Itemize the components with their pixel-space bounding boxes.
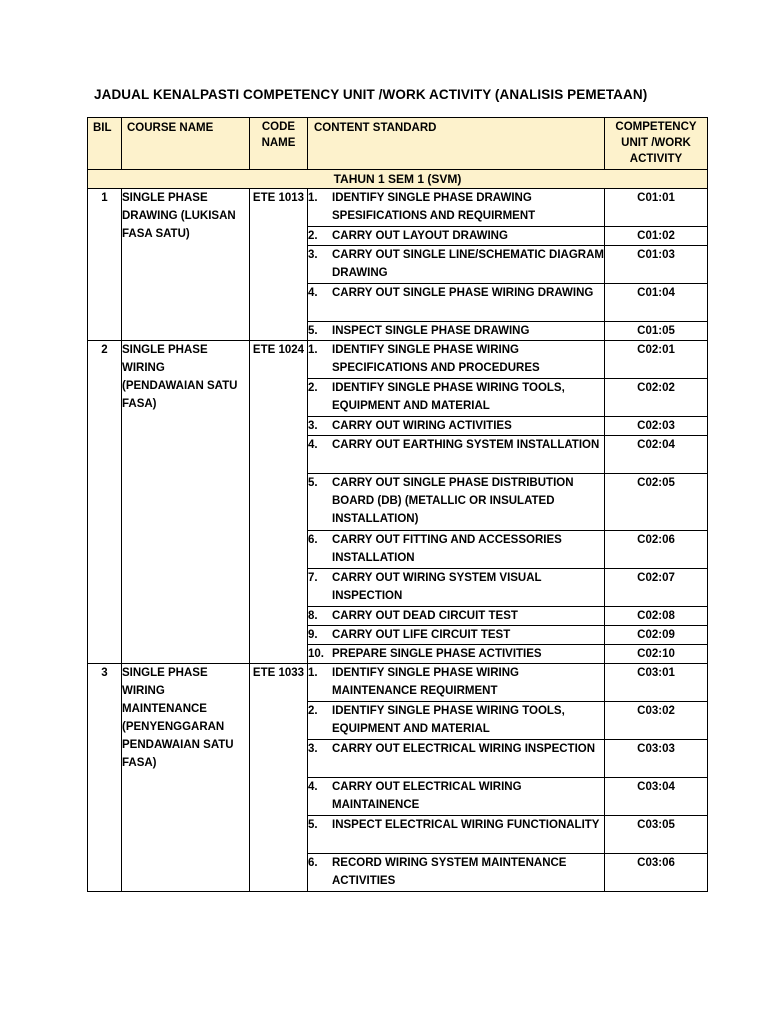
course-code: ETE 1033 xyxy=(250,664,308,892)
content-standard-cell xyxy=(308,379,605,417)
table-row xyxy=(88,664,708,702)
item-text: CARRY OUT SINGLE LINE/SCHEMATIC DIAGRAM DRAWING xyxy=(332,249,604,279)
competency-unit-code: C03:01 xyxy=(605,664,708,702)
item-text: PREPARE SINGLE PHASE ACTIVITIES xyxy=(332,648,542,660)
header-bil: BIL xyxy=(88,118,122,170)
item-text: IDENTIFY SINGLE PHASE WIRING TOOLS, EQUIPMENT AND MATERIAL xyxy=(332,382,565,412)
item-number: 4. xyxy=(308,287,318,299)
item-number: 1. xyxy=(308,192,318,204)
content-standard-cell xyxy=(308,740,605,778)
content-standard-cell xyxy=(308,417,605,436)
content-standard-cell xyxy=(308,607,605,626)
competency-unit-code: C02:08 xyxy=(605,607,708,626)
competency-unit-code: C01:02 xyxy=(605,227,708,246)
course-number: 2 xyxy=(88,341,122,664)
competency-unit-code: C02:01 xyxy=(605,341,708,379)
item-number: 2. xyxy=(308,382,318,394)
item-text: CARRY OUT DEAD CIRCUIT TEST xyxy=(332,610,518,622)
item-number: 6. xyxy=(308,857,318,869)
item-number: 8. xyxy=(308,610,318,622)
item-text: CARRY OUT FITTING AND ACCESSORIES INSTALLATION xyxy=(332,534,562,564)
document-title: JADUAL KENALPASTI COMPETENCY UNIT /WORK ACTIVITY (ANALISIS PEMETAAN) xyxy=(94,87,648,102)
content-standard-cell xyxy=(308,227,605,246)
semester-row xyxy=(88,170,708,189)
course-name: SINGLE PHASE DRAWING (LUKISAN FASA SATU) xyxy=(122,189,250,341)
content-standard-cell xyxy=(308,474,605,531)
item-number: 7. xyxy=(308,572,318,584)
course-code: ETE 1013 xyxy=(250,189,308,341)
competency-unit-code: C01:01 xyxy=(605,189,708,227)
item-number: 4. xyxy=(308,781,318,793)
table-row xyxy=(88,189,708,227)
item-number: 4. xyxy=(308,439,318,451)
content-standard-cell xyxy=(308,854,605,892)
competency-unit-code: C03:03 xyxy=(605,740,708,778)
item-number: 10. xyxy=(308,648,324,660)
competency-unit-code: C01:05 xyxy=(605,322,708,341)
item-text: RECORD WIRING SYSTEM MAINTENANCE ACTIVITIES xyxy=(332,857,567,887)
item-number: 3. xyxy=(308,249,318,261)
item-text: IDENTIFY SINGLE PHASE WIRING TOOLS, EQUIPMENT AND MATERIAL xyxy=(332,705,565,735)
item-text: CARRY OUT SINGLE PHASE DISTRIBUTION BOARD (DB) (METALLIC OR INSULATED INSTALLATION) xyxy=(332,477,574,525)
competency-unit-code: C02:09 xyxy=(605,626,708,645)
competency-unit-code: C01:03 xyxy=(605,246,708,284)
item-number: 5. xyxy=(308,325,318,337)
item-text: INSPECT ELECTRICAL WIRING FUNCTIONALITY xyxy=(332,819,600,831)
content-standard-cell xyxy=(308,531,605,569)
content-standard-cell xyxy=(308,246,605,284)
competency-unit-code: C03:05 xyxy=(605,816,708,854)
content-standard-cell xyxy=(308,284,605,322)
item-text: CARRY OUT SINGLE PHASE WIRING DRAWING xyxy=(332,287,594,299)
item-text: CARRY OUT WIRING ACTIVITIES xyxy=(332,420,512,432)
item-number: 1. xyxy=(308,344,318,356)
course-code: ETE 1024 xyxy=(250,341,308,664)
item-number: 9. xyxy=(308,629,318,641)
content-standard-cell xyxy=(308,189,605,227)
content-standard-cell xyxy=(308,778,605,816)
item-number: 5. xyxy=(308,819,318,831)
item-text: INSPECT SINGLE PHASE DRAWING xyxy=(332,325,530,337)
content-standard-cell xyxy=(308,816,605,854)
item-text: CARRY OUT LIFE CIRCUIT TEST xyxy=(332,629,511,641)
course-name: SINGLE PHASE WIRING (PENDAWAIAN SATU FASA) xyxy=(122,341,250,664)
item-text: IDENTIFY SINGLE PHASE DRAWING SPESIFICATIONS AND REQUIRMENT xyxy=(332,192,536,222)
competency-table xyxy=(87,117,708,892)
item-number: 3. xyxy=(308,743,318,755)
competency-unit-code: C02:06 xyxy=(605,531,708,569)
item-text: CARRY OUT ELECTRICAL WIRING INSPECTION xyxy=(332,743,596,755)
content-standard-cell xyxy=(308,436,605,474)
competency-unit-code: C02:07 xyxy=(605,569,708,607)
item-text: CARRY OUT LAYOUT DRAWING xyxy=(332,230,508,242)
table-header-row xyxy=(88,118,708,170)
header-code-name: CODE NAME xyxy=(250,118,308,170)
content-standard-cell xyxy=(308,569,605,607)
header-competency-unit: COMPETENCY UNIT /WORK ACTIVITY xyxy=(605,118,708,170)
content-standard-cell xyxy=(308,664,605,702)
content-standard-cell xyxy=(308,626,605,645)
competency-unit-code: C03:04 xyxy=(605,778,708,816)
semester-label: TAHUN 1 SEM 1 (SVM) xyxy=(88,170,708,189)
table-row xyxy=(88,341,708,379)
course-number: 3 xyxy=(88,664,122,892)
competency-unit-code: C02:02 xyxy=(605,379,708,417)
item-text: IDENTIFY SINGLE PHASE WIRING SPECIFICATIONS AND PROCEDURES xyxy=(332,344,540,374)
item-text: CARRY OUT WIRING SYSTEM VISUAL INSPECTION xyxy=(332,572,542,602)
competency-unit-code: C03:06 xyxy=(605,854,708,892)
competency-unit-code: C02:04 xyxy=(605,436,708,474)
item-number: 6. xyxy=(308,534,318,546)
competency-unit-code: C02:10 xyxy=(605,645,708,664)
competency-unit-code: C03:02 xyxy=(605,702,708,740)
item-number: 5. xyxy=(308,477,318,489)
item-number: 2. xyxy=(308,705,318,717)
competency-unit-code: C02:03 xyxy=(605,417,708,436)
header-content-standard: CONTENT STANDARD xyxy=(308,118,605,170)
item-text: CARRY OUT ELECTRICAL WIRING MAINTAINENCE xyxy=(332,781,522,811)
content-standard-cell xyxy=(308,645,605,664)
content-standard-cell xyxy=(308,322,605,341)
content-standard-cell xyxy=(308,702,605,740)
item-number: 1. xyxy=(308,667,318,679)
item-text: IDENTIFY SINGLE PHASE WIRING MAINTENANCE REQUIRMENT xyxy=(332,667,519,697)
header-course-name: COURSE NAME xyxy=(122,118,250,170)
course-name: SINGLE PHASE WIRING MAINTENANCE (PENYENGGARAN PENDAWAIAN SATU FASA) xyxy=(122,664,250,892)
item-number: 2. xyxy=(308,230,318,242)
competency-unit-code: C02:05 xyxy=(605,474,708,531)
item-number: 3. xyxy=(308,420,318,432)
course-number: 1 xyxy=(88,189,122,341)
content-standard-cell xyxy=(308,341,605,379)
item-text: CARRY OUT EARTHING SYSTEM INSTALLATION xyxy=(332,439,600,451)
competency-unit-code: C01:04 xyxy=(605,284,708,322)
